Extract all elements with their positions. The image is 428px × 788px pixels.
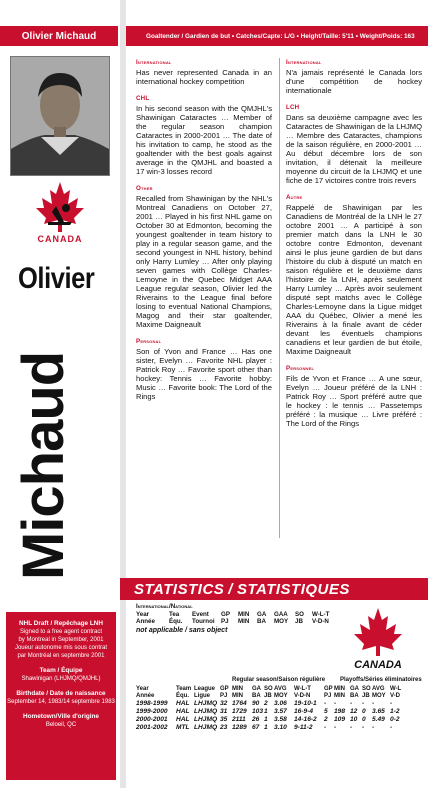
bio-french: [286, 58, 422, 428]
draft-line: par Montréal en septembre 2001: [17, 653, 105, 659]
header-cell: Year: [136, 686, 149, 692]
table-cell: 5: [324, 708, 328, 715]
section-heading: LCH: [286, 104, 300, 111]
last-name: Michaud: [11, 351, 76, 580]
table-cell: 14-16-2: [294, 716, 317, 723]
intl-header-cell: MIN: [238, 618, 250, 625]
header-cell: SO: [362, 686, 371, 692]
header-cell: MIN: [232, 693, 243, 699]
playoffs-heading: Playoffs/Séries éliminatoires: [340, 677, 422, 683]
table-cell: 32: [220, 700, 228, 707]
player-portrait-icon: [11, 57, 109, 175]
header-cell: GA: [252, 686, 261, 692]
player-details-bar: Goaltender / Gardien de but • Catches/Capte: L/G • Height/Taille: 5'11 • Weight/Poids: 163: [126, 26, 428, 46]
intl-stats-heading: International/National: [136, 603, 193, 610]
intl-header-cell: Tea: [169, 611, 180, 618]
table-cell: 23: [220, 724, 228, 731]
header-cell: AVG: [274, 686, 287, 692]
table-cell: 0: [362, 708, 366, 715]
section-heading: Other: [136, 185, 153, 192]
canada-logo-text: CANADA: [37, 234, 83, 244]
section-heading: Personal: [136, 338, 162, 345]
table-cell: -: [362, 700, 365, 707]
header-cell: Équ.: [176, 693, 189, 699]
table-cell: 31: [220, 708, 228, 715]
section-text: N'a jamais représenté le Canada lors d'une compétition de hockey internationale: [286, 68, 422, 95]
table-cell: 26: [252, 716, 260, 723]
maple-leaf-icon: [30, 178, 90, 248]
intl-header-cell: MIN: [238, 611, 250, 618]
bio-english: [136, 58, 272, 401]
draft-line: Joueur autonome mis sous contrat: [14, 645, 108, 651]
header-cell: PJ: [324, 693, 332, 699]
table-cell: 2: [264, 700, 268, 707]
table-cell: 3.57: [274, 708, 287, 715]
canada-logo-text: CANADA: [354, 659, 402, 670]
table-cell: HAL: [176, 716, 190, 723]
player-photo: [10, 56, 110, 176]
table-cell: -: [324, 724, 327, 731]
intl-header-cell: GA: [257, 611, 267, 618]
table-cell: -: [324, 700, 327, 707]
intl-header-row: [136, 611, 341, 618]
table-cell: 1764: [232, 700, 247, 707]
header-cell: MIN: [334, 686, 345, 692]
table-cell: 67: [252, 724, 260, 731]
header-cell: GP: [220, 686, 229, 692]
table-cell: 103: [252, 708, 264, 715]
header-cell: JB: [264, 693, 272, 699]
draft-heading: NHL Draft / Repêchage LNH: [18, 620, 104, 627]
intl-not-applicable: not applicable / sans object: [136, 627, 228, 634]
table-cell: -: [350, 700, 353, 707]
stats-title-fr: STATISTIQUES: [236, 580, 350, 598]
table-cell: -: [390, 724, 393, 731]
team-value: Shawinigan (LHJMQ/QMJHL): [21, 676, 101, 682]
birthdate-value: September 14, 1983/14 septembre 1983: [7, 699, 115, 705]
table-cell: 0: [362, 716, 366, 723]
table-cell: 1: [264, 724, 268, 731]
table-cell: 2001-2002: [136, 724, 168, 731]
intl-header-cell: JB: [295, 618, 303, 625]
table-cell: 1-2: [390, 708, 400, 715]
table-cell: 3.10: [274, 724, 287, 731]
table-cell: 1289: [232, 724, 247, 731]
table-cell: 12: [350, 708, 358, 715]
table-cell: -: [390, 700, 393, 707]
table-header-row: [136, 693, 404, 700]
table-cell: LHJMQ: [194, 716, 218, 723]
table-cell: 0-2: [390, 716, 400, 723]
table-cell: 1729: [232, 708, 247, 715]
header-cell: SO: [264, 686, 273, 692]
table-cell: -: [372, 700, 375, 707]
table-cell: HAL: [176, 708, 190, 715]
table-cell: -: [362, 724, 365, 731]
intl-stats-table: [136, 611, 341, 625]
intl-header-cell: Équ.: [169, 618, 183, 625]
intl-header-cell: W-L-T: [312, 611, 330, 618]
table-header-row: [136, 686, 404, 693]
header-cell: Ligue: [194, 693, 210, 699]
career-stats-table: [136, 686, 404, 732]
table-cell: 2111: [232, 716, 246, 723]
table-row: [136, 708, 404, 716]
sidebar: [0, 0, 118, 788]
player-info-box: [6, 612, 116, 780]
table-cell: 2000-2001: [136, 716, 168, 723]
player-name-bar: Olivier Michaud: [0, 26, 118, 46]
team-heading: Team / Équipe: [39, 667, 83, 674]
intl-header-cell: PJ: [221, 618, 229, 625]
hometown-heading: Hometown/Ville d'origine: [23, 713, 99, 720]
header-cell: JB: [362, 693, 370, 699]
section-text: Fils de Yvon et France … A une sœur, Evelyn … Joueur préféré de la LNH : Patrick Roy … Sport préféré autre que le hockey : le tennis … Passetemps préféré : la musique … Livre préféré : The Lord of the Rings: [286, 374, 422, 428]
section-heading: International: [286, 59, 322, 66]
intl-header-cell: GP: [221, 611, 230, 618]
header-cell: Année: [136, 693, 155, 699]
canada-logo: [350, 606, 406, 670]
header-cell: GA: [350, 686, 359, 692]
section-text: Rappelé de Shawinigan par les Canadiens de Montréal de la LNH le 27 octobre 2001 … A participé à son premier match dans la LNH le 30 octobre contre Edmonton, devenant ainsi le plus jeune gardien de but dans l'histoire du club à disputé un match en saison régulière et le deuxième dans l'histoire de la LNH, après seulement Harry Lumley … Après avoir seulement disputé sept matchs avec le Collège Charles-Lemoyne dans la Ligue midget AAA du Québec, Olivier a mené les Riverains à la finale avant de céder devant les éventuels champions canadiens et leur gardien de but étoile, Maxime Daigneault: [286, 203, 422, 356]
draft-line: Signed to a free agent contract: [19, 629, 103, 635]
table-row: [136, 724, 404, 732]
table-cell: 1999-2000: [136, 708, 168, 715]
section-heading: Autre: [286, 194, 303, 201]
header-cell: GP: [324, 686, 333, 692]
intl-header-cell: Tournoi: [192, 618, 215, 625]
header-cell: AVG: [372, 686, 385, 692]
table-cell: 3.58: [274, 716, 287, 723]
intl-header-cell: MOY: [274, 618, 289, 625]
stats-title-sep: /: [228, 580, 233, 598]
hometown-value: Beloeil, QC: [45, 722, 77, 728]
header-cell: BA: [350, 693, 359, 699]
section-text: In his second season with the QMJHL's Shawinigan Cataractes … Member of the regular season champion Cataractes in 2000-2001 … The date of his invitation to camp, he stood as the goaltender with the best goals against average in the QMJHL and boasted a 17 win-3 losses record: [136, 104, 272, 176]
intl-header-cell: V-D-N: [312, 618, 329, 625]
header-cell: MIN: [232, 686, 243, 692]
table-cell: 10: [350, 716, 358, 723]
table-cell: -: [372, 724, 375, 731]
table-cell: -: [350, 724, 353, 731]
table-cell: 16-9-4: [294, 708, 314, 715]
section-text: Son of Yvon and France … Has one sister, Evelyn … Favorite NHL player : Patrick Roy … Favorite sport other than hockey: Tennis … Favorite hobby: Music … Favorite book: The Lord of the Rings: [136, 347, 272, 401]
table-cell: MTL: [176, 724, 190, 731]
intl-header-cell: Year: [136, 611, 150, 618]
table-cell: 90: [252, 700, 260, 707]
table-cell: 198: [334, 708, 346, 715]
regular-season-heading: Regular season/Saison régulière: [232, 677, 326, 683]
header-cell: V-D-N: [294, 693, 311, 699]
header-cell: League: [194, 686, 216, 692]
header-cell: PJ: [220, 693, 228, 699]
table-cell: 35: [220, 716, 228, 723]
header-cell: W-L-T: [294, 686, 311, 692]
table-cell: 109: [334, 716, 346, 723]
table-cell: LHJMQ: [194, 724, 218, 731]
section-text: Recalled from Shawinigan by the NHL's Montreal Canadiens on October 27, 2001 … Played in his first NHL game on October 30 at Edmonton, becoming the youngest goaltender in team history to play in a regular season game, and the second youngest in NHL history, behind only Harry Lumley … After only playing seven games with Collège Charles-Lemoyne in the Quebec Midget AAA League regular season, Olivier led the Riverains to the League final before losing to eventual National Champions, Magog and their star goaltender, Maxime Daigneault: [136, 194, 272, 329]
header-cell: W-L: [390, 686, 402, 692]
intl-header-cell: Event: [192, 611, 209, 618]
birthdate-heading: Birthdate / Date de naissance: [16, 690, 106, 697]
table-cell: 3.65: [372, 708, 385, 715]
intl-header-row: [136, 618, 341, 625]
first-name: Olivier: [18, 262, 95, 295]
header-cell: V-D: [390, 693, 401, 699]
draft-line: by Montreal in September, 2001: [18, 637, 104, 643]
table-row: [136, 700, 404, 708]
header-cell: Team: [176, 686, 192, 692]
table-cell: 2: [324, 716, 328, 723]
table-cell: 1998-1999: [136, 700, 168, 707]
section-heading: CHL: [136, 95, 150, 102]
stats-title-en: STATISTICS: [134, 580, 225, 598]
table-cell: 1: [264, 708, 268, 715]
table-cell: HAL: [176, 700, 190, 707]
vertical-divider: [120, 0, 126, 788]
intl-header-cell: Année: [136, 618, 155, 625]
header-cell: MIN: [334, 693, 345, 699]
maple-leaf-icon: [350, 606, 406, 670]
column-separator: [279, 58, 280, 538]
table-cell: -: [334, 700, 337, 707]
section-heading: Personnel: [286, 365, 315, 372]
intl-header-cell: GAA: [274, 611, 288, 618]
table-row: [136, 716, 404, 724]
section-text: Dans sa deuxième campagne avec les Cataractes de Shawinigan de la LHJMQ … Membre des Cataractes, champions de la saison régulière, en 2000-2001 … Au début décembre lors de son invitation, il détenait la meilleure moyenne du circuit de la LHJMQ et une fiche de 17 victoires contre trois revers: [286, 113, 422, 185]
table-cell: 1: [264, 716, 268, 723]
table-cell: 9-11-2: [294, 724, 313, 731]
section-heading: International: [136, 59, 172, 66]
big-player-name: [0, 262, 118, 582]
statistics-title: [120, 578, 428, 600]
section-text: Has never represented Canada in an international hockey competition: [136, 68, 272, 86]
table-cell: 3.06: [274, 700, 287, 707]
header-cell: MOY: [274, 693, 288, 699]
header-cell: BA: [252, 693, 261, 699]
table-cell: 5.49: [372, 716, 385, 723]
header-cell: MOY: [372, 693, 386, 699]
intl-header-cell: BA: [257, 618, 266, 625]
intl-header-cell: SO: [295, 611, 304, 618]
table-cell: -: [334, 724, 337, 731]
table-cell: LHJMQ: [194, 700, 218, 707]
international-stats: [136, 603, 341, 634]
canada-hockey-logo: [30, 178, 90, 248]
table-cell: LHJMQ: [194, 708, 218, 715]
table-cell: 19-10-1: [294, 700, 317, 707]
